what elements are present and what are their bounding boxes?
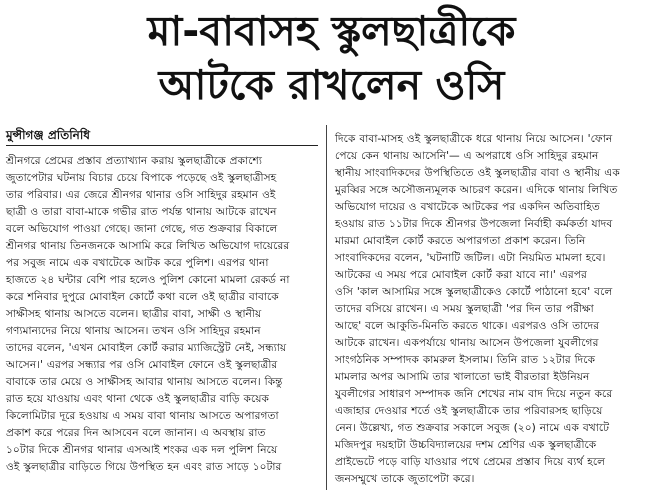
column-divider (326, 125, 327, 490)
headline (0, 4, 663, 112)
article-body-left-column: শ্রীনগরে প্রেমের প্রস্তাব প্রত্যাখ্যান করায় স্কুলছাত্রীকে প্রকাশ্যে জুতাপেটার ঘটনায় বিচার চেয়ে বিপাকে পড়েছে ওই স্কুলছাত্রীসহ তার পরিবার। এর জেরে শ্রীনগর থানার ওসি সাহিদুর রহমান ওই ছাত্রী ও তারা বাবা-মাকে গভীর রাত পর্যন্ত থানায় আটকে রাখেন বলে অভিযোগ পাওয়া গেছে। জানা গেছে, গত শুক্রবার বিকালে শ্রীনগর থানায় তিনজনকে আসামি করে লিখিত অভিযোগ দায়েরের পর সবুজ নামে এক বখাটেকে আটক করে পুলিশ। এরপর থানা হাজতে ২৪ ঘন্টার বেশি পার হলেও পুলিশ কোনো মামলা রেকর্ড না করে শনিবার দুপুরে মোবাইল কোর্টে কথা বলে ওই ছাত্রীর বাবাকে সাক্ষীসহ থানায় আসতে বলেন। ছাত্রীর বাবা, সাক্ষী ও স্থানীয় গণ্যমান্যদের নিয়ে থানায় আসেন। তখন ওসি সাহিদুর রহমান তাদের বলেন, 'এখন মোবাইল কোর্ট করার ম্যাজিস্ট্রেট নেই, সন্ধ্যায় আসেন।' এরপর সন্ধ্যার পর ওসি মোবাইল ফোনে ওই স্কুলছাত্রীর বাবাকে তার মেয়ে ও সাক্ষীসহ আবার থানায় আসতে বলেন। কিন্তু রাত হয়ে যাওয়ায় এবং থানা থেকে ওই স্কুলছাত্রীর বাড়ি কয়েক কিলোমিটার দূরে হওয়ায় এ সময় বাবা থানায় আসতে অপারগতা প্রকাশ করে পরের দিন আসবেন বলে জানান। এ অবস্থায় রাত ১০টার দিকে শ্রীনগর থানার এসআই শংকর এক দল পুলিশ নিয়ে ওই স্কুলছাত্রীর বাড়িতে গিয়ে উপস্থিত হন এবং রাত সাড়ে ১০টার (6, 154, 290, 473)
article-body-right-column: দিকে বাবা-মাসহ ওই স্কুলছাত্রীকে ধরে থানায় নিয়ে আসেন। 'ফোন পেয়ে কেন থানায় আসেনি'— এ অপরাধে ওসি সাহিদুর রহমান স্থানীয় সাংবাদিকদের উপস্থিতিতে ওই স্কুলছাত্রীর বাবা ও স্থানীয় এক মুরব্বির সঙ্গে অসৌজন্যমূলক আচরণ করেন। এদিকে থানায় লিখিত অভিযোগ দায়ের ও বখাটেকে আটকের পর একদিন অতিবাহিত হওয়ায় রাত ১১টার দিকে শ্রীনগর উপজেলা নির্বাহী কর্মকর্তা যাদব মারমা মোবাইল কোর্ট করতে অপারগতা প্রকাশ করেন। তিনি সাংবাদিকদের বলেন, 'ঘটনাটি জটিল। এটা নিয়মিত মামলা হবে। আটকের এ সময় পরে মোবাইল কোর্ট করা যাবে না।' এরপর ওসি 'কাল আসামির সঙ্গে স্কুলছাত্রীকেও কোর্টে পাঠানো হবে' বলে তাদের বসিয়ে রাখেন। এ সময় স্কুলছাত্রী 'পর দিন তার পরীক্ষা আছে' বলে আকুতি-মিনতি করতে থাকে। এরপরও ওসি তাদের আটকে রাখেন। একপর্যায়ে থানায় আসেন উপজেলা যুবলীগের সাংগঠনিক সম্পাদক কামরুল ইসলাম। তিনি রাত ১২টার দিকে মামলার অপর আসামি তার খালাতো ভাই বীরতারা ইউনিয়ন যুবলীগের সাধারণ সম্পাদক জনি শেখের নাম বাদ দিয়ে নতুন করে এজাহার দেওয়ার শর্তে ওই স্কুলছাত্রীকে তার পরিবারসহ ছাড়িয়ে নেন। উল্লেখ্য, গত শুক্রবার সকালে সবুজ (২০) নামে এক বখাটে মজিদপুর দয়হাটা উচ্চবিদ্যালয়ের দশম শ্রেণির এক স্কুলছাত্রীকে প্রাইভেটে পড়ে বাড়ি যাওয়ার পথে প্রেমের প্রস্তাব দিয়ে ব্যর্থ হলে জনসম্মুখে তাকে জুতাপেটা করে। (335, 132, 620, 485)
byline: মুন্সীগঞ্জ প্রতিনিধি (6, 128, 90, 142)
byline-rule (6, 145, 318, 146)
headline-line-2: আটকে রাখলেন ওসি (158, 61, 505, 109)
headline-line-1: মা-বাবাসহ স্কুলছাত্রীকে (147, 7, 516, 55)
